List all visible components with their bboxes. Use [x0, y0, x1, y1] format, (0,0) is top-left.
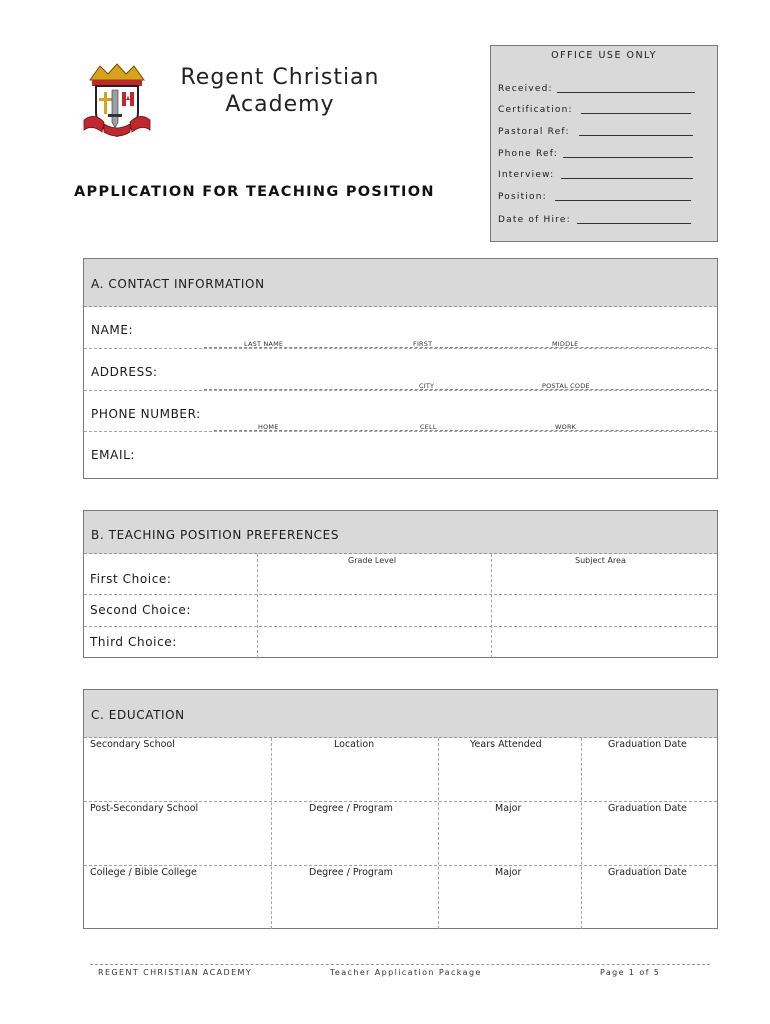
column-divider [271, 738, 272, 929]
subject-area-column-header: Subject Area [575, 556, 626, 565]
row-divider [84, 626, 717, 627]
teaching-preferences-section [83, 510, 718, 658]
degree-program-label: Degree / Program [309, 867, 393, 878]
email-label: EMAIL: [91, 448, 136, 462]
row-divider [84, 865, 717, 866]
office-interview-label: Interview: [498, 170, 555, 180]
column-divider [257, 554, 258, 658]
office-received-label: Received: [498, 84, 553, 94]
office-received-field[interactable] [557, 92, 695, 93]
school-name [160, 64, 400, 118]
secondary-school-label: Secondary School [90, 739, 175, 750]
office-date-of-hire-field[interactable] [577, 223, 691, 224]
education-section-header [84, 690, 717, 738]
work-phone-sublabel: WORK [555, 423, 577, 431]
major-label: Major [495, 803, 522, 814]
third-choice-label: Third Choice: [90, 635, 177, 649]
name-label: NAME: [91, 323, 134, 337]
degree-program-label: Degree / Program [309, 803, 393, 814]
row-divider [84, 348, 717, 349]
city-sublabel: CITY [419, 382, 435, 390]
footer-school-name: REGENT CHRISTIAN ACADEMY [98, 968, 253, 977]
major-label: Major [495, 867, 522, 878]
preferences-section-title: B. TEACHING POSITION PREFERENCES [91, 528, 340, 542]
office-date-of-hire-label: Date of Hire: [498, 215, 571, 225]
row-divider [84, 594, 717, 595]
column-divider [581, 738, 582, 929]
first-choice-label: First Choice: [90, 572, 172, 586]
office-use-box [490, 45, 718, 242]
education-section-title: C. EDUCATION [91, 708, 185, 722]
footer-divider [90, 964, 710, 965]
phone-number-label: PHONE NUMBER: [91, 407, 201, 421]
education-section [83, 689, 718, 929]
graduation-date-label: Graduation Date [608, 803, 687, 814]
preferences-section-header [84, 511, 717, 554]
post-secondary-school-label: Post-Secondary School [90, 803, 199, 814]
office-use-title: OFFICE USE ONLY [551, 50, 657, 61]
graduation-date-label: Graduation Date [608, 867, 687, 878]
office-phone-ref-label: Phone Ref: [498, 149, 559, 159]
office-certification-field[interactable] [581, 113, 691, 114]
footer-page-number: Page 1 of 5 [600, 968, 661, 977]
school-name-line-2: Academy [225, 92, 335, 117]
row-divider [84, 431, 717, 432]
first-name-sublabel: FIRST [413, 340, 433, 348]
cell-phone-sublabel: CELL [420, 423, 437, 431]
years-attended-label: Years Attended [470, 739, 542, 750]
row-divider [84, 801, 717, 802]
home-phone-sublabel: HOME [258, 423, 279, 431]
office-interview-field[interactable] [561, 178, 693, 179]
office-pastoral-ref-label: Pastoral Ref: [498, 127, 570, 137]
office-certification-label: Certification: [498, 105, 573, 115]
last-name-sublabel: LAST NAME [244, 340, 284, 348]
college-bible-college-label: College / Bible College [90, 867, 197, 878]
row-divider [84, 390, 717, 391]
page-title: APPLICATION FOR TEACHING POSITION [74, 184, 435, 200]
column-divider [491, 554, 492, 658]
office-pastoral-ref-field[interactable] [579, 135, 693, 136]
office-phone-ref-field[interactable] [563, 157, 693, 158]
address-label: ADDRESS: [91, 365, 158, 379]
contact-section-title: A. CONTACT INFORMATION [91, 277, 265, 291]
column-divider [438, 738, 439, 929]
footer-document-title: Teacher Application Package [330, 968, 482, 977]
office-position-label: Position: [498, 192, 547, 202]
school-crest-logo [82, 62, 152, 142]
grade-level-column-header: Grade Level [348, 556, 397, 565]
contact-section-header [84, 259, 717, 307]
middle-name-sublabel: MIDDLE [552, 340, 579, 348]
postal-code-sublabel: POSTAL CODE [542, 382, 590, 390]
office-position-field[interactable] [555, 200, 691, 201]
school-name-line-1: Regent Christian [180, 65, 380, 90]
location-label: Location [334, 739, 375, 750]
graduation-date-label: Graduation Date [608, 739, 687, 750]
contact-information-section [83, 258, 718, 479]
second-choice-label: Second Choice: [90, 603, 192, 617]
